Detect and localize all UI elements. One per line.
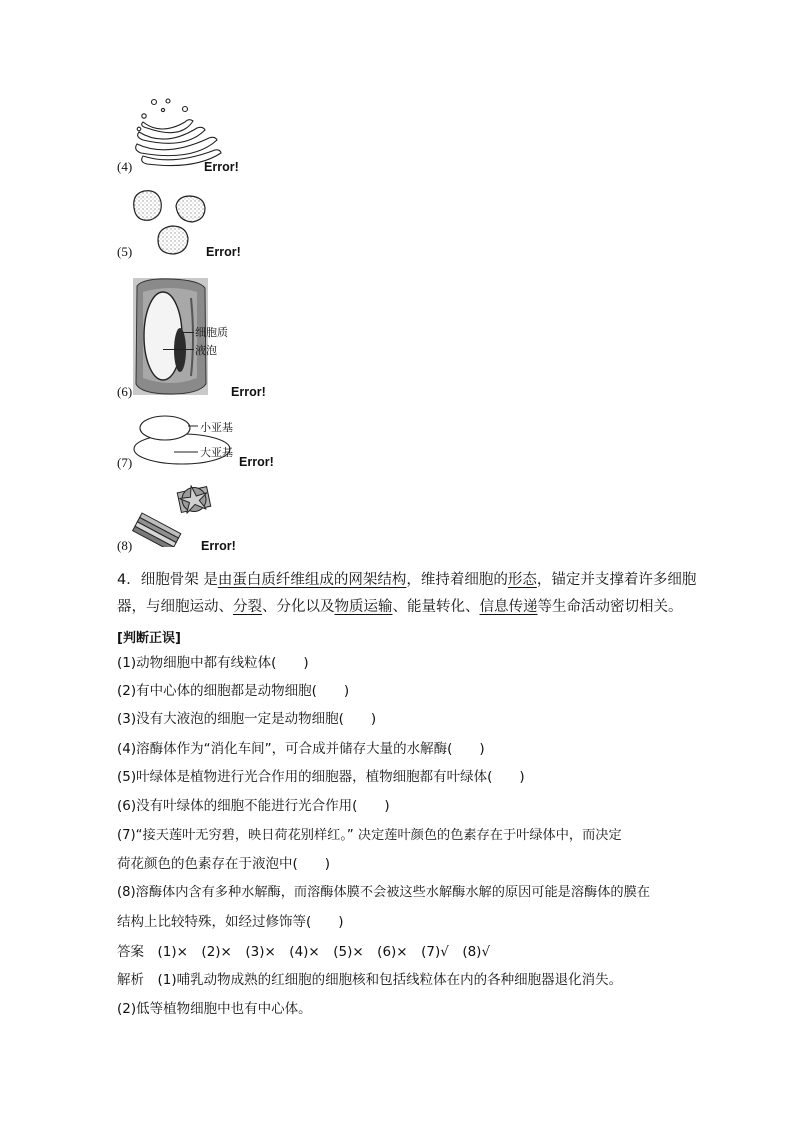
figure-6-number: (6) [117,384,133,399]
keyword-signaling: 信息传递 [479,599,538,615]
section-4-text-3: 、分化以及 [262,599,335,615]
centriole-drawing [132,485,214,547]
statement-6: (6)没有叶绿体的细胞不能进行光合作用( ) [117,798,390,814]
keyword-transport: 物质运输 [334,599,393,615]
large-subunit-label: 大亚基 [200,446,233,459]
statement-3: (3)没有大液泡的细胞一定是动物细胞( ) [117,711,377,727]
section-4-line-2 [117,597,683,617]
figure-4-error: Error! [204,160,239,174]
figure-8-number: (8) [117,538,133,553]
figure-7-number: (7) [117,455,133,470]
vesicles-drawing [130,188,212,260]
golgi-drawing [133,96,223,168]
cytoplasm-pointer [182,332,194,333]
section-4-text-1: ，维持着细胞的 [406,572,508,588]
section-4-prefix: 4．细胞骨架 是 [117,572,218,588]
statement-8-line-1: (8)溶酶体内含有多种水解酶，而溶酶体膜不会被这些水解酶水解的原因可能是溶酶体的膜在 [117,885,650,900]
section-4-text-4: 、能量转化、 [392,599,480,615]
statement-2: (2)有中心体的细胞都是动物细胞( ) [117,683,350,699]
centriole-figure [132,485,214,547]
section-4-line-2-start: 器，与细胞运动、 [117,599,233,615]
keyword-division: 分裂 [233,599,262,615]
vesicles-figure [130,188,212,260]
statement-8-line-2: 结构上比较特殊，如经过修饰等( ) [117,914,344,930]
section-4-text-2: ，锚定并支撑着许多细胞 [536,572,697,588]
judge-heading: [判断正误] [117,631,181,646]
figure-6-error: Error! [231,385,266,399]
statement-1: (1)动物细胞中都有线粒体( ) [117,655,309,671]
vacuole-label: 液泡 [195,344,217,357]
figure-7-error: Error! [239,455,274,469]
golgi-figure [133,96,223,168]
statement-4: (4)溶酶体作为“消化车间”，可合成并储存大量的水解酶( ) [117,741,485,757]
analysis-line-1: 解析 (1)哺乳动物成熟的红细胞的细胞核和包括线粒体在内的各种细胞器退化消失。 [117,972,623,988]
answer-line: 答案 (1)× (2)× (3)× (4)× (5)× (6)× (7)√ (8)√ [117,944,491,960]
vacuole-pointer [163,349,194,350]
figure-8-error: Error! [201,539,236,553]
statement-7-line-2: 荷花颜色的色素存在于液泡中( ) [117,856,331,872]
small-subunit-label: 小亚基 [200,421,233,434]
statement-7-line-1: (7)“接天莲叶无穷碧，映日荷花别样红。” 决定莲叶颜色的色素存在于叶绿体中，而决定 [117,828,622,843]
statement-5: (5)叶绿体是植物进行光合作用的细胞器，植物细胞都有叶绿体( ) [117,769,525,785]
figure-4-number: (4) [117,159,133,174]
section-4-line-1 [117,570,696,590]
cytoskeleton-definition: 由蛋白质纤维组成的网架结构 [217,572,407,588]
analysis-line-2: (2)低等植物细胞中也有中心体。 [117,1001,312,1017]
section-4-text-5: 等生命活动密切相关。 [537,599,683,615]
figure-5-number: (5) [117,244,133,259]
figure-5-error: Error! [206,245,241,259]
cytoplasm-label: 细胞质 [195,326,228,339]
keyword-shape: 形态 [507,572,537,588]
